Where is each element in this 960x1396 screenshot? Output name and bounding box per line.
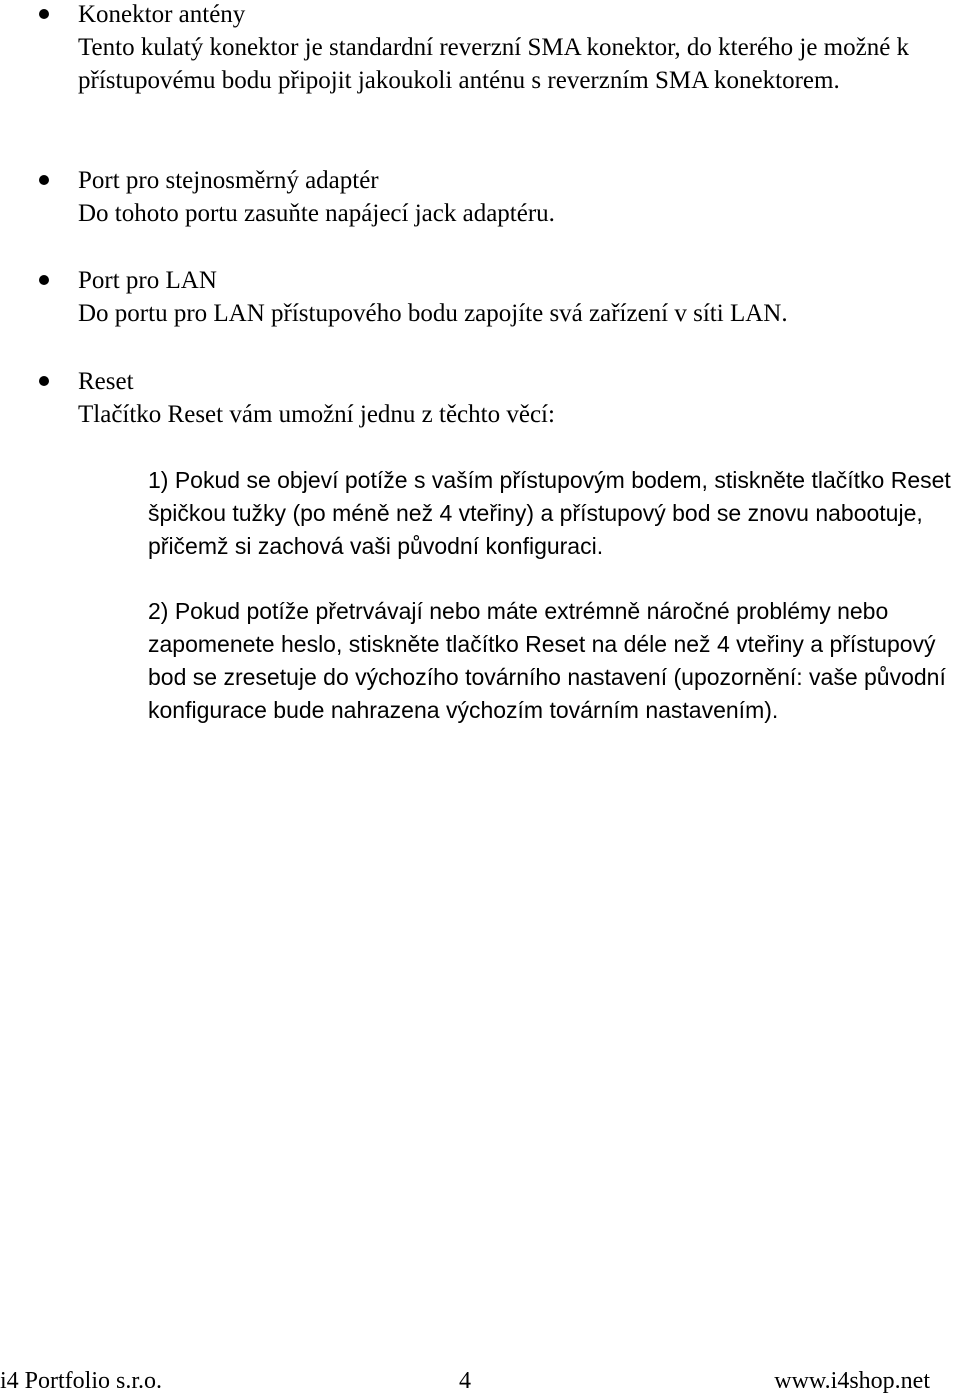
bullet-icon	[39, 175, 49, 185]
bullet-icon	[39, 376, 49, 386]
bullet-icon	[39, 9, 49, 19]
reset-option-1: 1) Pokud se objeví potíže s vaším přístupovým bodem, stiskněte tlačítko Reset špičkou tužky (po méně než 4 vteřiny) a přístupový bod se znovu nabootuje, přičemž si zachová vaši původní konfiguraci.	[148, 467, 951, 559]
item-text: Do portu pro LAN přístupového bodu zapojíte svá zařízení v síti LAN.	[78, 300, 788, 327]
item-text: Tento kulatý konektor je standardní reverzní SMA konektor, do kterého je možné k přístupovému bodu připojit jakoukoli anténu s reverzním SMA konektorem.	[78, 34, 910, 94]
bullet-icon	[39, 275, 49, 285]
item-title: Port pro stejnosměrný adaptér	[78, 167, 379, 194]
footer-page-number: 4	[459, 1368, 471, 1394]
reset-option-2: 2) Pokud potíže přetrvávají nebo máte extrémně náročné problémy nebo zapomenete heslo, stiskněte tlačítko Reset na déle než 4 vteřiny a přístupový bod se zresetuje do výchozího továrního nastavení (upozornění: vaše původní konfigurace bude nahrazena výchozím továrním nastavením).	[148, 598, 946, 723]
item-title: Port pro LAN	[78, 267, 217, 294]
footer-company: i4 Portfolio s.r.o.	[0, 1368, 163, 1394]
page-footer	[0, 1366, 960, 1396]
item-title: Reset	[78, 368, 134, 395]
footer-website: www.i4shop.net	[774, 1368, 930, 1394]
item-title: Konektor antény	[78, 1, 246, 28]
item-text: Tlačítko Reset vám umožní jednu z těchto věcí:	[78, 401, 555, 428]
item-text: Do tohoto portu zasuňte napájecí jack adaptéru.	[78, 200, 555, 227]
